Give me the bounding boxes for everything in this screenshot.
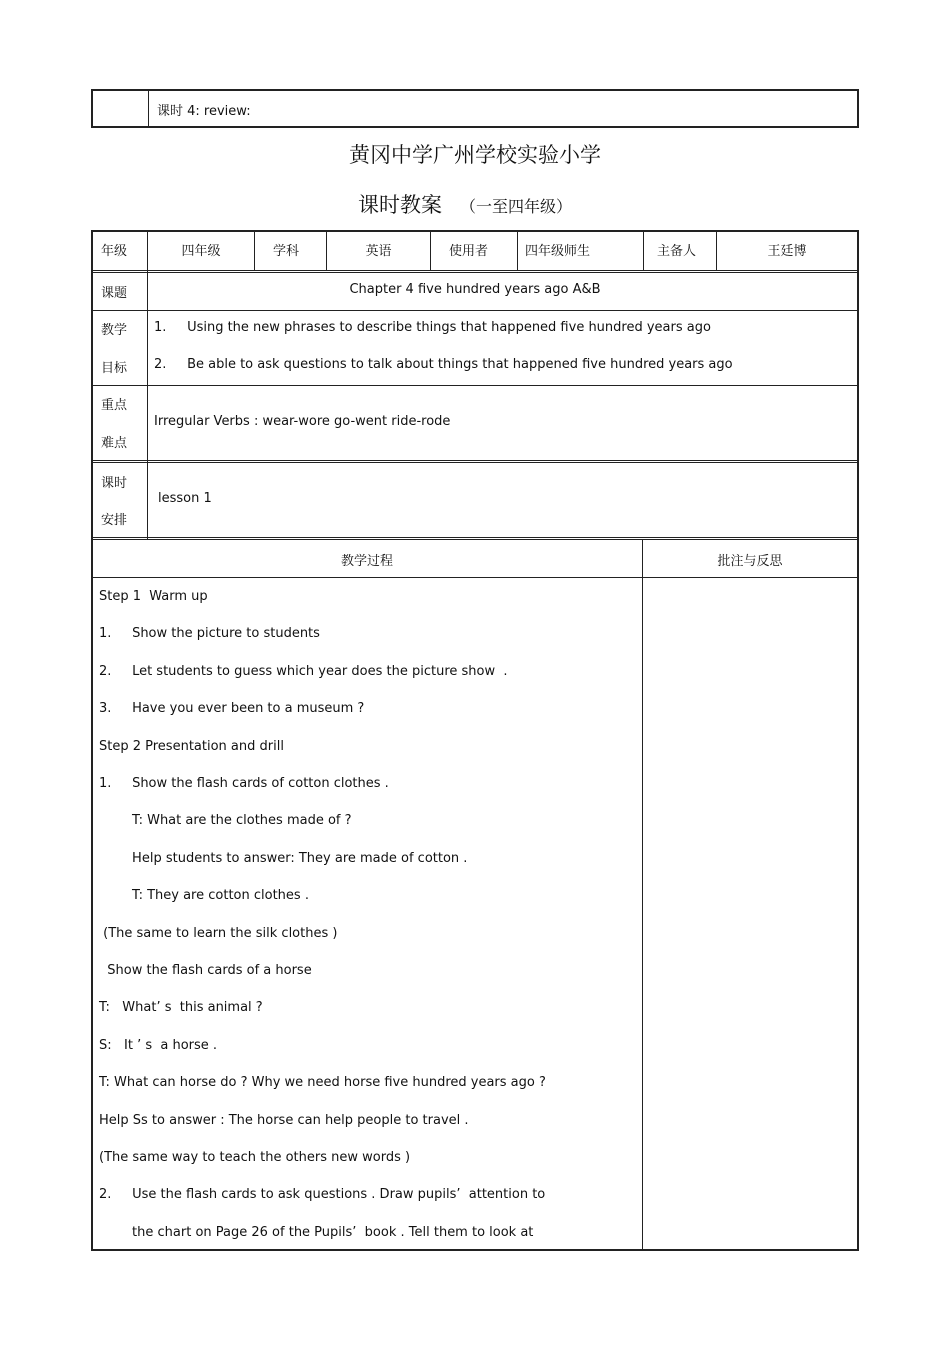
- subject-label: 学科: [273, 244, 300, 259]
- process-line: 1. Show the picture to students: [99, 626, 320, 642]
- process-line: 3. Have you ever been to a museum ?: [99, 701, 365, 717]
- process-line: Show the flash cards of a horse: [99, 963, 312, 978]
- user-value: 四年级师生: [525, 244, 591, 259]
- row-divider: [91, 270, 859, 271]
- lesson-review-text: 课时 4: review:: [157, 104, 251, 119]
- schedule-label-1: 课时: [101, 476, 128, 491]
- row-divider: [91, 310, 859, 311]
- title-text: 课时教案: [358, 193, 442, 217]
- label-column-divider: [147, 230, 148, 539]
- previous-page-table: [91, 89, 859, 128]
- col-divider: [430, 230, 431, 271]
- process-line: T: What’ s this animal ?: [99, 1000, 263, 1016]
- goals-label-1: 教学: [101, 323, 128, 338]
- process-line: (The same way to teach the others new words ): [99, 1150, 411, 1165]
- process-header: 教学过程: [340, 554, 393, 569]
- process-line: T: What are the clothes made of ?: [99, 813, 352, 829]
- keypoints-label-1: 重点: [101, 398, 128, 413]
- keypoints-label-2: 难点: [101, 436, 128, 451]
- document-title: [358, 189, 572, 219]
- process-line: T: What can horse do ? Why we need horse five hundred years ago ?: [99, 1075, 546, 1091]
- grade-value: 四年级: [181, 244, 221, 259]
- schedule-label-2: 安排: [101, 513, 128, 528]
- keypoints-value: Irregular Verbs : wear-wore go-went ride-rode: [154, 414, 451, 429]
- grade-range: （一至四年级）: [460, 197, 573, 216]
- process-line: Help students to answer: They are made of cotton .: [99, 850, 468, 866]
- table-divider: [148, 91, 149, 126]
- goal-item: 1. Using the new phrases to describe things that happened five hundred years ago: [154, 320, 711, 335]
- process-line: Step 2 Presentation and drill: [99, 738, 284, 754]
- goal-item: 2. Be able to ask questions to talk about things that happened five hundred years ago: [154, 357, 733, 372]
- goals-label-2: 目标: [101, 361, 128, 376]
- schedule-value: lesson 1: [158, 491, 212, 506]
- process-line: 2. Let students to guess which year does the picture show .: [99, 663, 508, 679]
- process-line: S: It ’ s a horse .: [99, 1037, 218, 1053]
- col-divider: [254, 230, 255, 271]
- process-line: (The same to learn the silk clothes ): [99, 925, 338, 941]
- process-line: 2. Use the flash cards to ask questions . Draw pupils’ attention to: [99, 1187, 546, 1203]
- notes-header: 批注与反思: [717, 554, 783, 569]
- row-divider: [91, 462, 859, 463]
- grade-label: 年级: [101, 244, 128, 259]
- process-line: 1. Show the flash cards of cotton clothes .: [99, 776, 389, 791]
- row-divider: [91, 577, 859, 578]
- preparer-label: 主备人: [657, 244, 697, 259]
- subject-value: 英语: [365, 244, 392, 259]
- user-label: 使用者: [449, 244, 489, 259]
- col-divider: [517, 230, 518, 271]
- row-divider: [91, 460, 859, 461]
- notes-column-divider: [642, 539, 643, 1251]
- process-line: the chart on Page 26 of the Pupils’ book . Tell them to look at: [99, 1224, 534, 1240]
- school-name: 黄冈中学广州学校实验小学: [349, 143, 601, 167]
- row-divider: [91, 537, 859, 538]
- process-line: Help Ss to answer : The horse can help people to travel .: [99, 1112, 469, 1128]
- topic-value: Chapter 4 five hundred years ago A&B: [349, 282, 601, 297]
- process-line: Step 1 Warm up: [99, 589, 208, 604]
- preparer-value: 王廷博: [767, 244, 807, 259]
- col-divider: [643, 230, 644, 271]
- row-divider: [91, 272, 859, 273]
- process-line: T: They are cotton clothes .: [99, 888, 309, 904]
- row-divider: [91, 539, 859, 540]
- row-divider: [91, 385, 859, 386]
- topic-label: 课题: [101, 286, 128, 301]
